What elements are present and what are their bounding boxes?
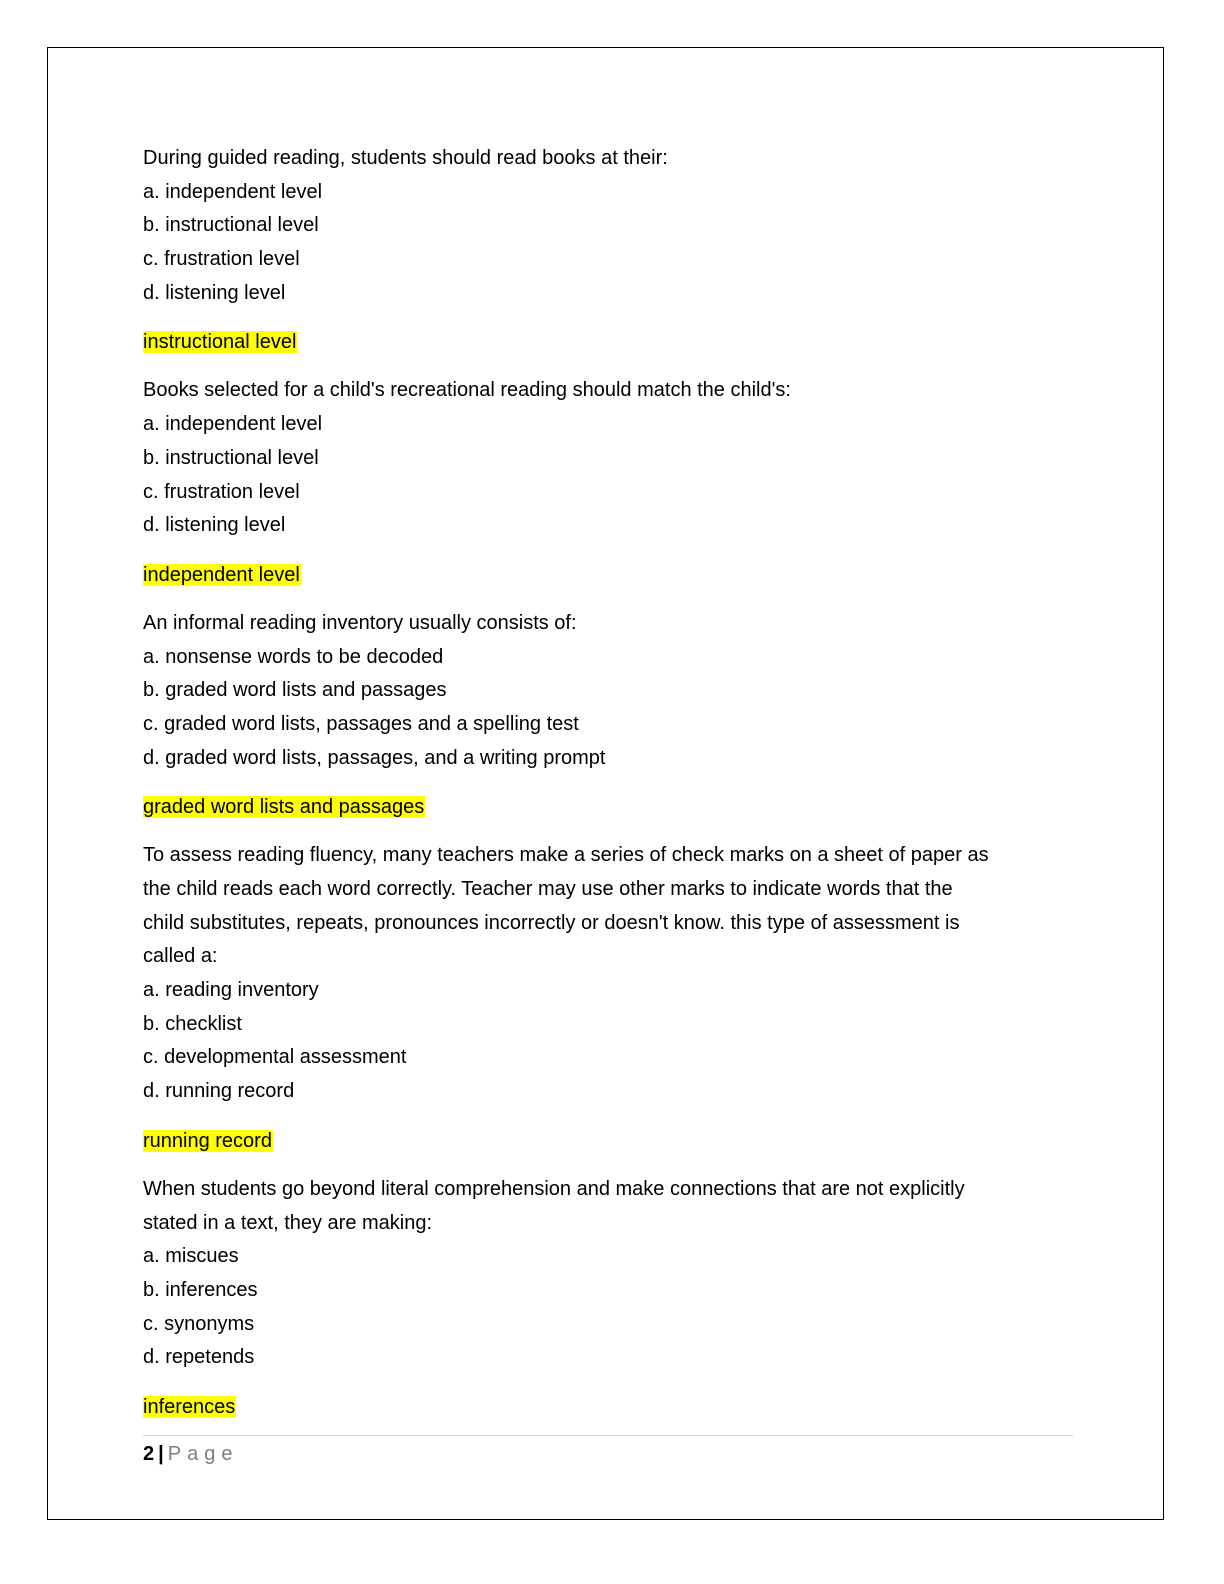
option-a: a. miscues [143,1245,239,1268]
answer-5 [143,1390,1073,1424]
highlighted-answer: inferences [143,1395,236,1418]
option-c: c. developmental assessment [143,1046,407,1069]
option-b: b. checklist [143,1012,242,1035]
page-number: 2 [143,1443,155,1465]
footer-divider [143,1435,1073,1436]
highlighted-answer: graded word lists and passages [143,796,425,819]
question-1 [143,142,1073,310]
page-label: Page [167,1443,239,1465]
document-body [143,142,1073,1439]
option-d: d. listening level [143,281,286,304]
option-a: a. reading inventory [143,979,319,1002]
highlighted-answer: running record [143,1129,272,1152]
answer-2 [143,558,1073,592]
option-b: b. graded word lists and passages [143,679,447,702]
option-c: c. synonyms [143,1312,255,1335]
option-c: c. frustration level [143,480,300,503]
option-b: b. inferences [143,1278,258,1301]
answer-1 [143,325,1073,359]
question-5 [143,1173,1073,1375]
question-2 [143,374,1073,542]
answer-3 [143,790,1073,824]
question-stem-line: During guided reading, students should read books at their: [143,147,668,169]
option-d: d. listening level [143,514,286,537]
option-b: b. instructional level [143,214,319,237]
question-stem-line: the child reads each word correctly. Teacher may use other marks to indicate words that the [143,878,953,900]
highlighted-answer: independent level [143,563,300,586]
question-3 [143,607,1073,775]
question-stem-line: child substitutes, repeats, pronounces incorrectly or doesn't know. this type of assessment is [143,911,960,934]
option-a: a. independent level [143,413,323,436]
question-stem-line: Books selected for a child's recreational reading should match the child's: [143,379,791,402]
option-a: a. nonsense words to be decoded [143,645,444,668]
option-c: c. frustration level [143,248,300,271]
option-a: a. independent level [143,180,323,203]
answer-4 [143,1124,1073,1158]
option-c: c. graded word lists, passages and a spelling test [143,712,579,735]
option-b: b. instructional level [143,446,319,469]
footer-separator: | [158,1443,164,1465]
question-4 [143,839,1073,1109]
question-stem-line: stated in a text, they are making: [143,1211,433,1234]
option-d: d. graded word lists, passages, and a writing prompt [143,746,606,769]
option-d: d. repetends [143,1346,255,1369]
question-stem-line: An informal reading inventory usually consists of: [143,611,577,634]
option-d: d. running record [143,1080,295,1103]
question-stem-line: called a: [143,945,218,968]
question-stem-line: When students go beyond literal comprehension and make connections that are not explicitly [143,1177,965,1200]
page-footer [143,1440,238,1468]
highlighted-answer: instructional level [143,331,297,354]
question-stem-line: To assess reading fluency, many teachers make a series of check marks on a sheet of paper as [143,844,989,867]
